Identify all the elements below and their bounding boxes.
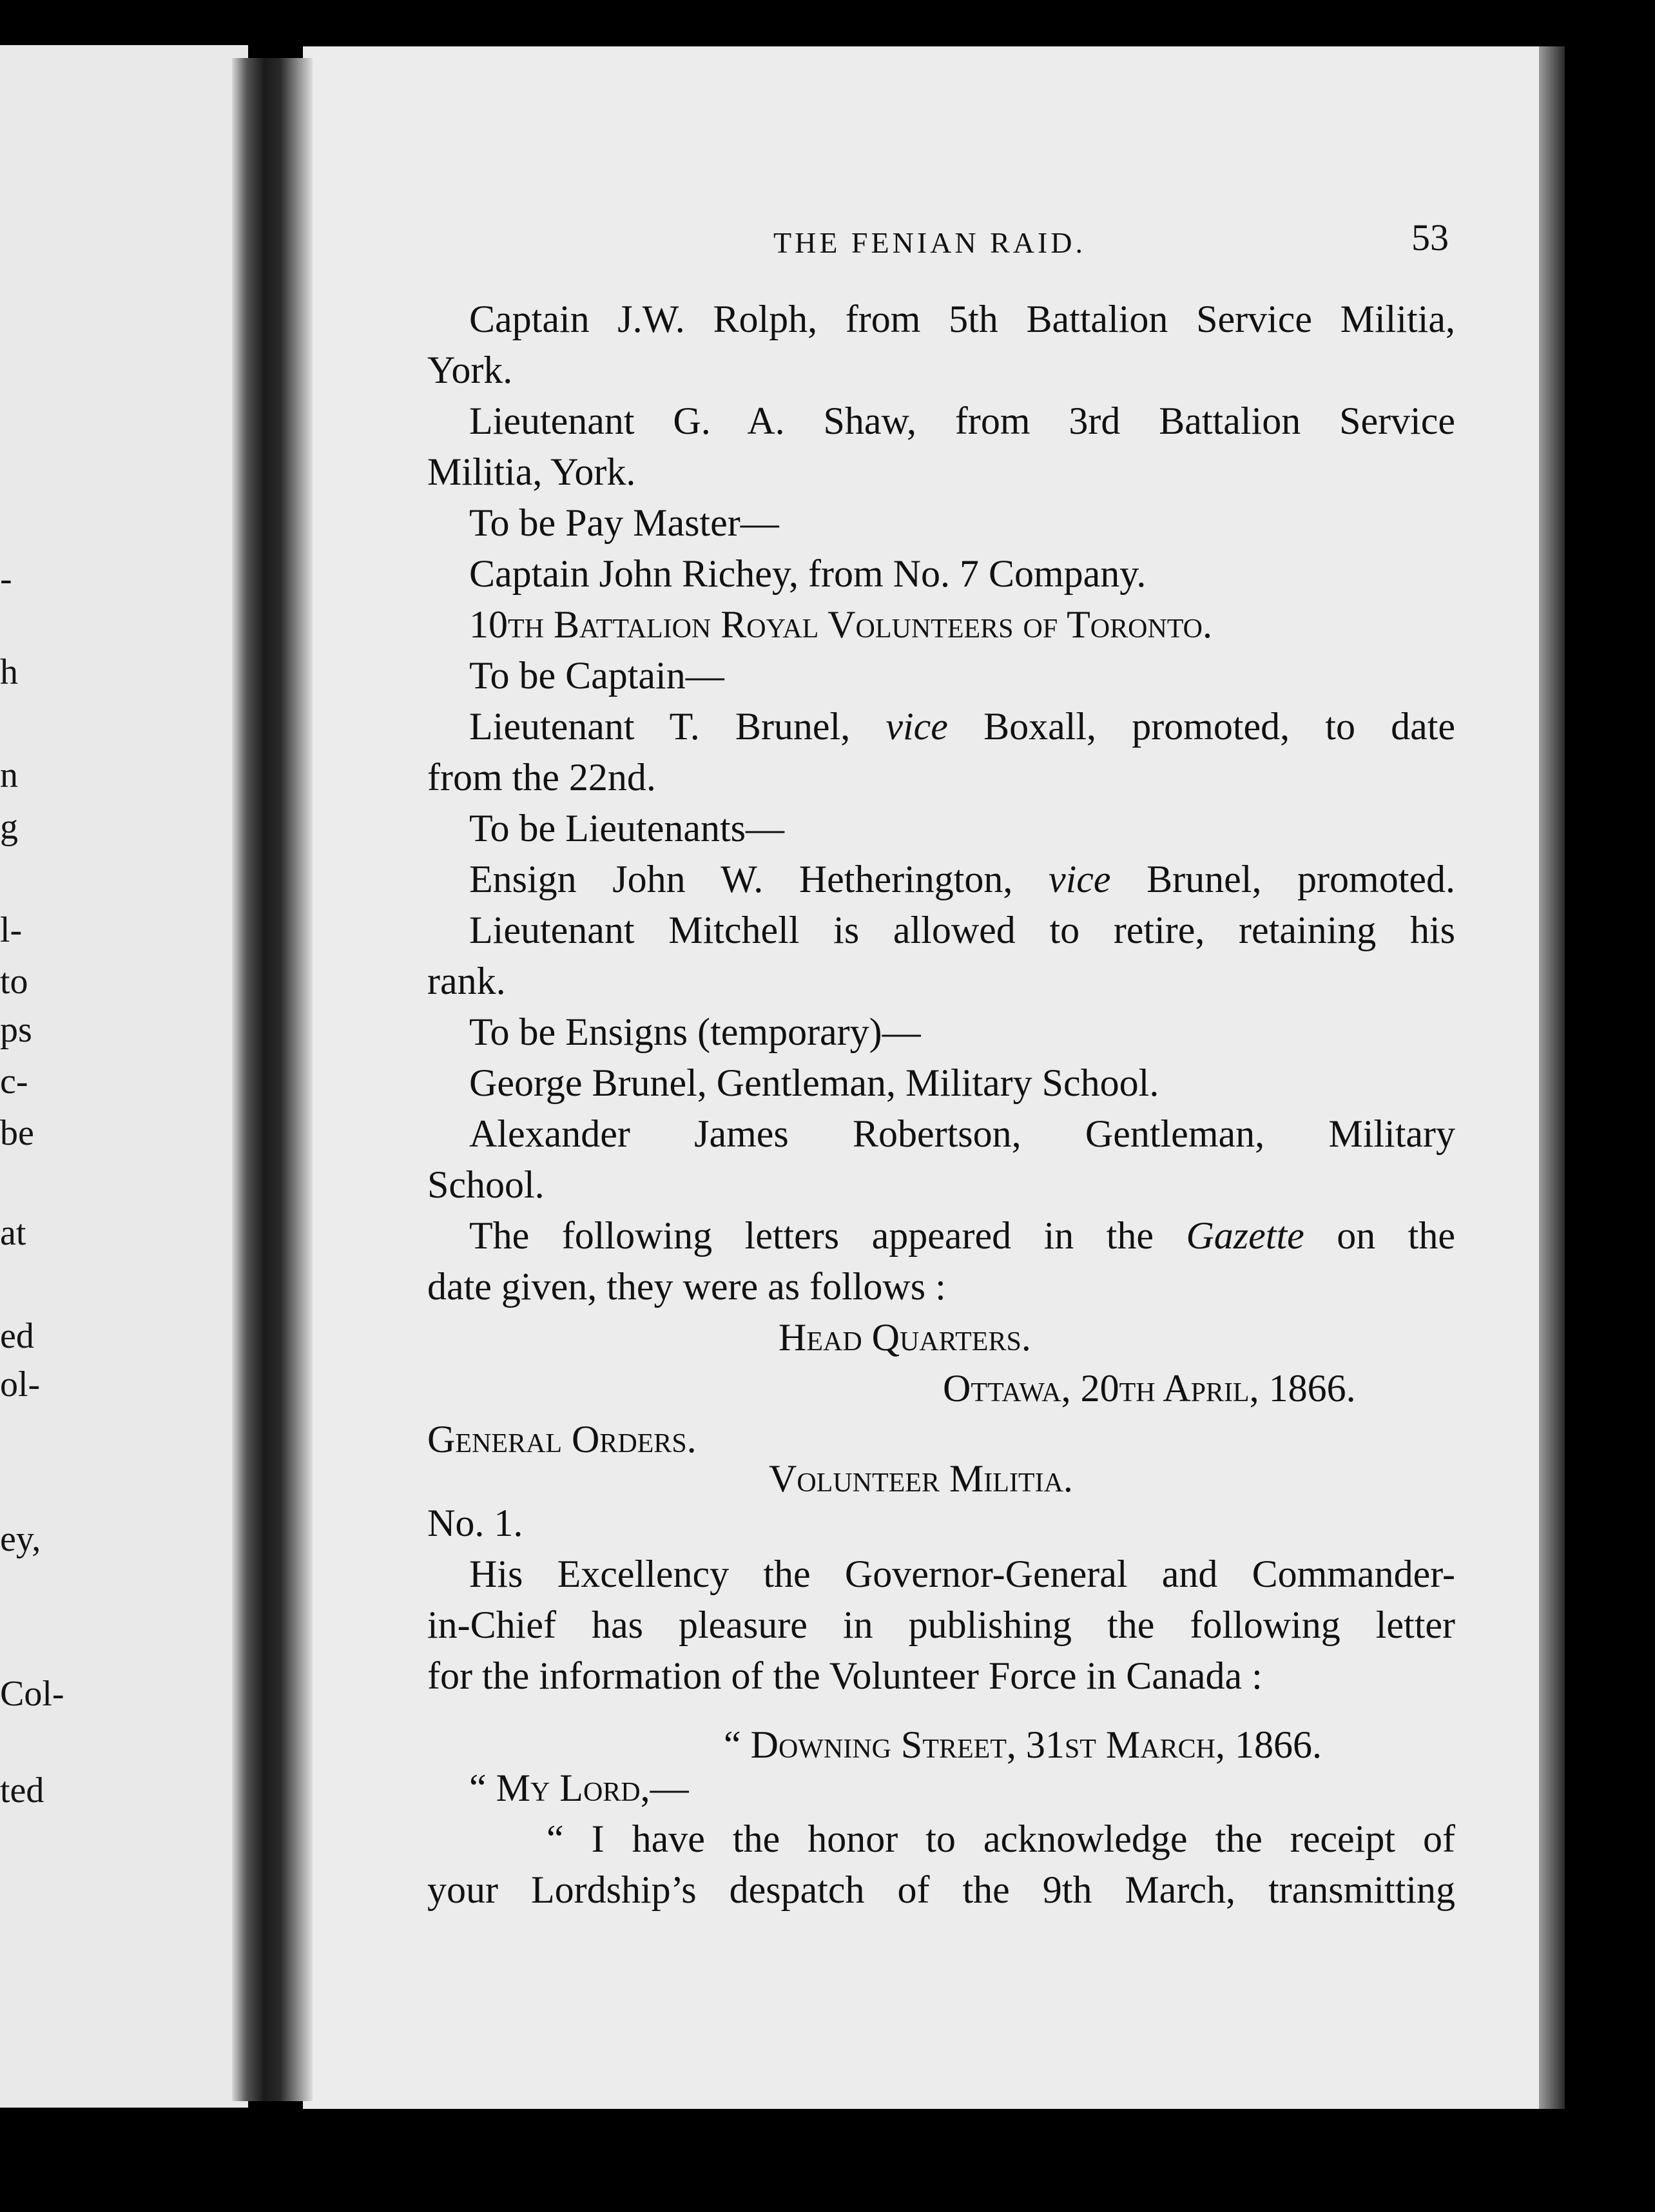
fragment: h xyxy=(0,652,18,692)
orders-subheading: Volunteer Militia. xyxy=(769,1457,1073,1500)
fragment: - xyxy=(0,559,12,599)
letter-dateline: Ottawa, 20th April, 1866. xyxy=(943,1367,1356,1410)
facing-page xyxy=(0,45,248,2108)
text-line: York. xyxy=(427,349,513,391)
text-run: The following letters appeared in the xyxy=(469,1214,1186,1257)
text-line: Captain J.W. Rolph, from 5th Battalion Service Militia, xyxy=(469,298,1455,340)
letter-salutation: “ My Lord,— xyxy=(469,1767,689,1809)
text-line: To be Ensigns (temporary)— xyxy=(469,1011,921,1053)
text-line: To be Captain— xyxy=(469,654,724,697)
text-run: on the xyxy=(1304,1214,1455,1257)
orders-heading: General Orders. xyxy=(427,1418,697,1460)
text-line: from the 22nd. xyxy=(427,756,656,799)
fragment: ol- xyxy=(0,1364,41,1404)
fragment: n xyxy=(0,755,18,795)
text-line: for the information of the Volunteer Force in Canada : xyxy=(427,1654,1263,1697)
fragment: ps xyxy=(0,1010,32,1050)
fragment: ey, xyxy=(0,1519,41,1559)
text-line: George Brunel, Gentleman, Military School. xyxy=(469,1062,1159,1104)
page-number: 53 xyxy=(1411,217,1449,258)
text-line: in-Chief has pleasure in publishing the following letter xyxy=(427,1604,1455,1646)
italic-text: Gazette xyxy=(1186,1214,1304,1257)
text-run: Boxall, promoted, to date xyxy=(947,705,1456,748)
fragment: at xyxy=(0,1213,26,1253)
running-header: THE FENIAN RAID. xyxy=(773,226,1087,259)
fragment: g xyxy=(0,807,18,847)
text-line: Lieutenant Mitchell is allowed to retire, retaining his xyxy=(469,909,1455,951)
italic-text: vice xyxy=(886,705,948,748)
fragment: l- xyxy=(0,910,23,950)
text-line xyxy=(427,854,1455,905)
italic-text: vice xyxy=(1049,858,1111,900)
text-line: rank. xyxy=(427,960,506,1002)
text-run: Lieutenant T. Brunel, xyxy=(469,705,886,748)
text-line: your Lordship’s despatch of the 9th March, transmitting xyxy=(427,1868,1455,1911)
text-line: Captain John Richey, from No. 7 Company. xyxy=(469,552,1147,595)
page-body xyxy=(427,294,1455,1916)
text-line: “ I have the honor to acknowledge the receipt of xyxy=(547,1818,1455,1860)
text-line xyxy=(427,701,1455,752)
fragment: Col- xyxy=(0,1674,64,1714)
text-line: Lieutenant G. A. Shaw, from 3rd Battalion Service xyxy=(469,400,1455,442)
text-line: School. xyxy=(427,1163,545,1206)
fragment: c- xyxy=(0,1062,28,1101)
letter-dateline: “ Downing Street, 31st March, 1866. xyxy=(724,1723,1322,1766)
letter-heading: Head Quarters. xyxy=(779,1316,1031,1359)
fragment: ed xyxy=(0,1316,34,1356)
text-line: Militia, York. xyxy=(427,451,636,493)
order-number: No. 1. xyxy=(427,1502,523,1544)
section-heading: 10th Battalion Royal Volunteers of Toronto. xyxy=(469,603,1212,646)
text-line: date given, they were as follows : xyxy=(427,1265,946,1308)
text-line: To be Pay Master— xyxy=(469,501,779,544)
fragment: to xyxy=(0,962,28,1002)
text-line xyxy=(427,1210,1455,1261)
text-run: Ensign John W. Hetherington, xyxy=(469,858,1049,900)
text-line: Alexander James Robertson, Gentleman, Military xyxy=(469,1112,1455,1155)
text-run: Brunel, promoted. xyxy=(1110,858,1455,900)
text-line: To be Lieutenants— xyxy=(469,807,784,849)
fragment: ted xyxy=(0,1771,44,1810)
text-line: His Excellency the Governor-General and Commander- xyxy=(469,1553,1455,1595)
page-edge xyxy=(1539,46,1565,2109)
book-gutter xyxy=(232,58,313,2101)
fragment: be xyxy=(0,1113,34,1153)
